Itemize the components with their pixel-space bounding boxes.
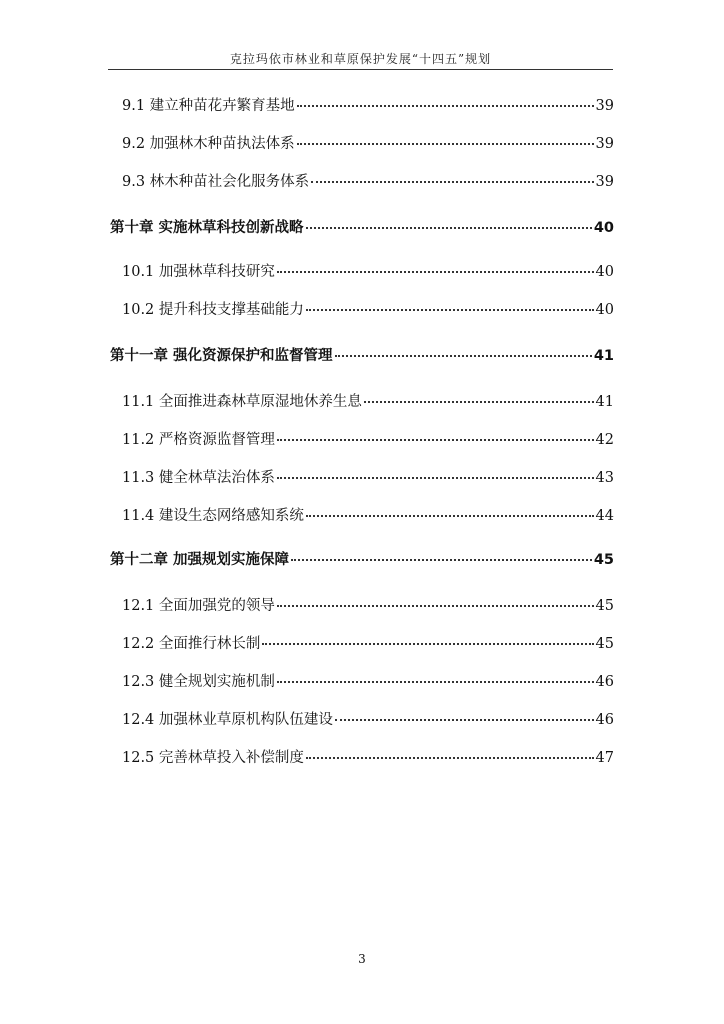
toc-entry-10-2[interactable]	[122, 300, 614, 320]
toc-entry-page: 39	[595, 98, 614, 114]
dot-leader	[364, 399, 594, 403]
toc-entry-page: 46	[595, 712, 614, 728]
toc-entry-page: 45	[595, 598, 614, 614]
toc-entry-title: 11.2 严格资源监督管理	[122, 432, 275, 448]
toc-chapter-title: 第十一章 强化资源保护和监督管理	[110, 348, 333, 364]
toc-chapter-title: 第十章 实施林草科技创新战略	[110, 220, 304, 236]
toc-entry-title: 12.3 健全规划实施机制	[122, 674, 275, 690]
toc-chapter-page: 40	[593, 220, 614, 236]
toc-entry-12-4[interactable]	[122, 710, 614, 730]
toc-entry-11-4[interactable]	[122, 506, 614, 526]
toc-entry-title: 12.2 全面推行林长制	[122, 636, 261, 652]
dot-leader	[335, 353, 592, 357]
dot-leader	[311, 179, 593, 183]
toc-entry-11-1[interactable]	[122, 392, 614, 412]
toc-entry-title: 10.2 提升科技支撑基础能力	[122, 302, 304, 318]
toc-entry-title: 9.1 建立种苗花卉繁育基地	[122, 98, 295, 114]
dot-leader	[306, 755, 594, 759]
toc-entry-page: 40	[595, 302, 614, 318]
toc-entry-12-2[interactable]	[122, 634, 614, 654]
toc-chapter-title: 第十二章 加强规划实施保障	[110, 552, 290, 568]
toc-entry-page: 43	[595, 470, 614, 486]
toc-entry-page: 42	[595, 432, 614, 448]
dot-leader	[262, 641, 593, 645]
toc-chapter-11[interactable]	[110, 346, 614, 366]
dot-leader	[277, 269, 594, 273]
toc-chapter-10[interactable]	[110, 218, 614, 238]
toc-entry-10-1[interactable]	[122, 262, 614, 282]
dot-leader	[306, 225, 592, 229]
toc-entry-title: 12.5 完善林草投入补偿制度	[122, 750, 304, 766]
toc-entry-page: 47	[595, 750, 614, 766]
toc-entry-page: 46	[595, 674, 614, 690]
toc-entry-title: 12.1 全面加强党的领导	[122, 598, 275, 614]
dot-leader	[335, 717, 594, 721]
toc-entry-11-2[interactable]	[122, 430, 614, 450]
toc-entry-title: 11.4 建设生态网络感知系统	[122, 508, 304, 524]
toc-entry-title: 9.2 加强林木种苗执法体系	[122, 136, 295, 152]
toc-chapter-12[interactable]	[110, 550, 614, 570]
page-number: 3	[358, 952, 366, 966]
toc-entry-12-1[interactable]	[122, 596, 614, 616]
toc-entry-title: 10.1 加强林草科技研究	[122, 264, 275, 280]
toc-entry-page: 41	[595, 394, 614, 410]
toc-entry-page: 40	[595, 264, 614, 280]
toc-entry-page: 44	[595, 508, 614, 524]
toc-entry-title: 9.3 林木种苗社会化服务体系	[122, 174, 310, 190]
toc-entry-9-2[interactable]	[122, 134, 614, 154]
toc-entry-page: 45	[595, 636, 614, 652]
toc-entry-title: 11.1 全面推进森林草原湿地休养生息	[122, 394, 362, 410]
dot-leader	[291, 557, 592, 561]
toc-entry-11-3[interactable]	[122, 468, 614, 488]
dot-leader	[306, 307, 594, 311]
toc-entry-9-3[interactable]	[122, 172, 614, 192]
toc-entry-page: 39	[595, 136, 614, 152]
dot-leader	[297, 103, 594, 107]
dot-leader	[306, 513, 594, 517]
toc-entry-page: 39	[595, 174, 614, 190]
toc-entry-title: 11.3 健全林草法治体系	[122, 470, 275, 486]
toc-entry-12-3[interactable]	[122, 672, 614, 692]
dot-leader	[297, 141, 594, 145]
dot-leader	[277, 679, 594, 683]
toc-chapter-page: 45	[593, 552, 614, 568]
dot-leader	[277, 475, 594, 479]
dot-leader	[277, 603, 594, 607]
toc-entry-9-1[interactable]	[122, 96, 614, 116]
toc-chapter-page: 41	[593, 348, 614, 364]
toc-entry-title: 12.4 加强林业草原机构队伍建设	[122, 712, 333, 728]
running-header: 克拉玛依市林业和草原保护发展“十四五”规划	[229, 52, 492, 66]
toc-entry-12-5[interactable]	[122, 748, 614, 768]
dot-leader	[277, 437, 594, 441]
